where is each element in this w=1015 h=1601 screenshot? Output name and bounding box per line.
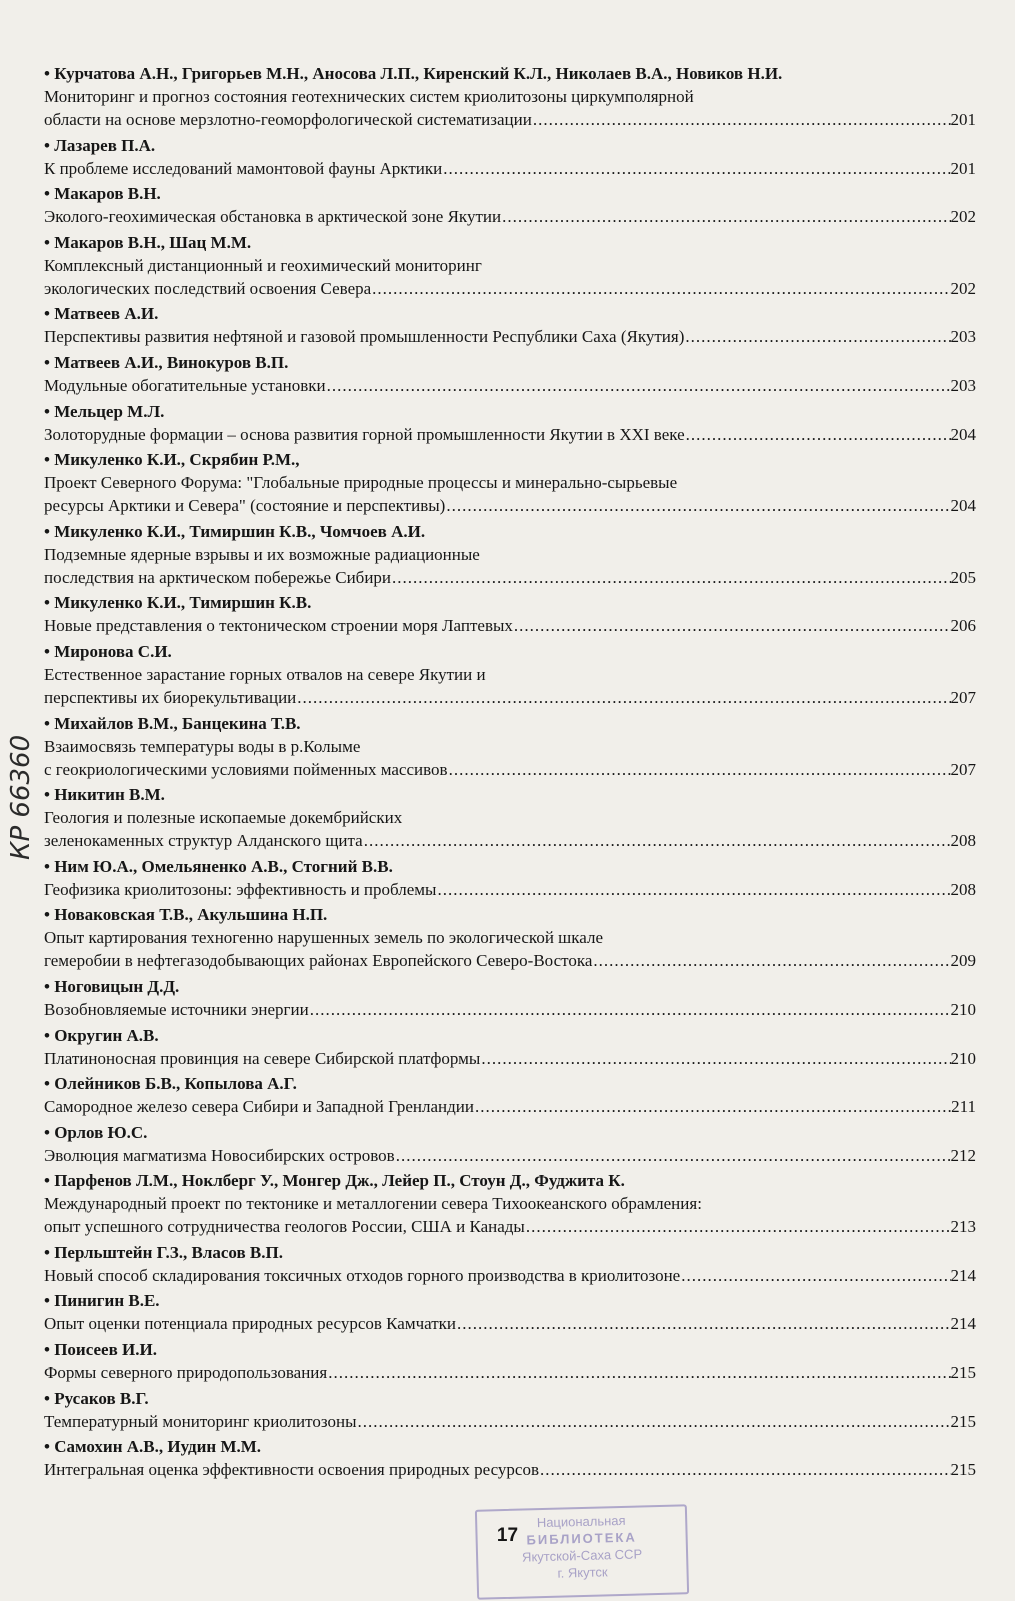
entry-title-line: зеленокаменных структур Алданского щита bbox=[44, 831, 363, 851]
contents-entry bbox=[44, 1241, 976, 1287]
handwritten-call-number-text: КР 66360 bbox=[6, 734, 36, 860]
dot-leader bbox=[309, 998, 951, 1021]
entry-title-line: экологических последствий освоения Севера bbox=[44, 278, 372, 298]
entry-title-row bbox=[44, 998, 976, 1021]
entry-page-number: 214 bbox=[950, 1265, 976, 1285]
dot-leader bbox=[513, 614, 951, 637]
entry-title-line: последствия на арктическом побережье Сибири bbox=[44, 567, 392, 587]
entry-page-number: 208 bbox=[950, 879, 976, 899]
stamp-line: Национальная bbox=[536, 1512, 626, 1531]
entry-title-row bbox=[44, 1095, 976, 1118]
entry-authors: • Новаковская Т.В., Акульшина Н.П. bbox=[44, 903, 976, 926]
dot-leader bbox=[532, 108, 951, 131]
entry-authors: • Миронова С.И. bbox=[44, 640, 976, 663]
entry-title-row bbox=[44, 494, 976, 517]
entry-title-row bbox=[44, 1264, 976, 1287]
entry-title-line: Интегральная оценка эффективности освоения природных ресурсов bbox=[44, 1460, 539, 1480]
dot-leader bbox=[525, 1215, 951, 1238]
entry-title-line: Геология и полезные ископаемые докембрийских bbox=[44, 808, 403, 828]
dot-leader bbox=[480, 1047, 950, 1070]
entry-title-line: К проблеме исследований мамонтовой фауны Арктики bbox=[44, 158, 443, 178]
contents-entry bbox=[44, 855, 976, 901]
contents-list bbox=[44, 62, 976, 1484]
entry-title-row bbox=[44, 423, 976, 446]
entry-authors: • Никитин В.М. bbox=[44, 783, 976, 806]
dot-leader bbox=[296, 686, 950, 709]
entry-page-number: 211 bbox=[951, 1097, 976, 1117]
entry-title-line: перспективы их биорекультивации bbox=[44, 687, 297, 707]
entry-authors: • Матвеев А.И., Винокуров В.П. bbox=[44, 351, 976, 374]
entry-authors: • Ноговицын Д.Д. bbox=[44, 975, 976, 998]
entry-title-line: Модульные обогатительные установки bbox=[44, 375, 326, 395]
entry-title-line: гемеробии в нефтегазодобывающих районах Европейского Северо-Востока bbox=[44, 951, 593, 971]
entry-page-number: 201 bbox=[950, 158, 976, 178]
contents-entry bbox=[44, 712, 976, 781]
entry-page-number: 202 bbox=[950, 278, 976, 298]
contents-entry bbox=[44, 62, 976, 131]
entry-page-number: 208 bbox=[950, 831, 976, 851]
entry-title-row bbox=[44, 1458, 976, 1481]
stamp-line: Якутской-Саха ССР bbox=[521, 1546, 643, 1565]
dot-leader bbox=[327, 1361, 950, 1384]
contents-entry bbox=[44, 182, 976, 228]
contents-entry bbox=[44, 903, 976, 972]
contents-entry bbox=[44, 1121, 976, 1167]
entry-authors: • Лазарев П.А. bbox=[44, 134, 976, 157]
entry-title-line: Опыт оценки потенциала природных ресурсов Камчатки bbox=[44, 1314, 457, 1334]
entry-title-row bbox=[44, 566, 976, 589]
dot-leader bbox=[371, 277, 950, 300]
entry-authors: • Матвеев А.И. bbox=[44, 302, 976, 325]
entry-title-row bbox=[44, 205, 976, 228]
entry-title-row bbox=[44, 1047, 976, 1070]
entry-authors: • Русаков В.Г. bbox=[44, 1387, 976, 1410]
dot-leader bbox=[391, 566, 950, 589]
contents-entry bbox=[44, 975, 976, 1021]
entry-authors: • Самохин А.В., Иудин М.М. bbox=[44, 1435, 976, 1458]
entry-page-number: 210 bbox=[950, 1048, 976, 1068]
entry-page-number: 201 bbox=[950, 110, 976, 129]
entry-title-row bbox=[44, 1312, 976, 1335]
entry-title-line: Международный проект по тектонике и металлогении севера Тихоокеанского обрамления: bbox=[44, 1194, 702, 1214]
dot-leader bbox=[684, 325, 950, 348]
entry-authors: • Перльштейн Г.З., Власов В.П. bbox=[44, 1241, 976, 1264]
dot-leader bbox=[448, 758, 951, 781]
entry-page-number: 213 bbox=[950, 1217, 976, 1237]
dot-leader bbox=[539, 1458, 951, 1481]
entry-authors: • Поисеев И.И. bbox=[44, 1338, 976, 1361]
entry-page-number: 204 bbox=[950, 424, 976, 444]
dot-leader bbox=[436, 878, 950, 901]
entry-title-line: Эколого-геохимическая обстановка в арктической зоне Якутии bbox=[44, 207, 502, 227]
entry-title-line: Золоторудные формации – основа развития горной промышленности Якутии в XXI веке bbox=[44, 424, 685, 444]
entry-title-row bbox=[44, 1361, 976, 1384]
entry-title-row bbox=[44, 277, 976, 300]
entry-title-line: с геокриологическими условиями пойменных массивов bbox=[44, 759, 448, 779]
entry-authors: • Мельцер М.Л. bbox=[44, 400, 976, 423]
entry-page-number: 215 bbox=[950, 1460, 976, 1480]
stamp-line: БИБЛИОТЕКА bbox=[526, 1529, 637, 1548]
entry-authors: • Курчатова А.Н., Григорьев М.Н., Аносова Л.П., Киренский К.Л., Николаев В.А., Новиков Н.И. bbox=[44, 62, 976, 85]
dot-leader bbox=[501, 205, 950, 228]
contents-entry bbox=[44, 783, 976, 852]
dot-leader bbox=[395, 1144, 951, 1167]
entry-page-number: 215 bbox=[950, 1363, 976, 1383]
entry-title-row bbox=[44, 949, 976, 972]
entry-title-line: Комплексный дистанционный и геохимический мониторинг bbox=[44, 255, 482, 275]
entry-title-line: Новый способ складирования токсичных отходов горного производства в криолитозоне bbox=[44, 1265, 681, 1285]
entry-title-line: ресурсы Арктики и Севера" (состояние и перспективы) bbox=[44, 496, 446, 516]
contents-entry bbox=[44, 1435, 976, 1481]
entry-page-number: 204 bbox=[950, 496, 976, 516]
entry-title-row bbox=[44, 157, 976, 180]
dot-leader bbox=[680, 1264, 950, 1287]
dot-leader bbox=[474, 1095, 951, 1118]
entry-title-line: Естественное зарастание горных отвалов на севере Якутии и bbox=[44, 664, 486, 684]
entry-authors: • Михайлов В.М., Банцекина Т.В. bbox=[44, 712, 976, 735]
entry-authors: • Округин А.В. bbox=[44, 1024, 976, 1047]
contents-entry bbox=[44, 1338, 976, 1384]
entry-title-line: Геофизика криолитозоны: эффективность и проблемы bbox=[44, 879, 437, 899]
entry-page-number: 203 bbox=[950, 327, 976, 347]
dot-leader bbox=[445, 494, 950, 517]
entry-page-number: 212 bbox=[950, 1145, 976, 1165]
contents-entry bbox=[44, 520, 976, 589]
entry-title-line: Эволюция магматизма Новосибирских островов bbox=[44, 1145, 395, 1165]
contents-entry bbox=[44, 134, 976, 180]
entry-title-line: Платиноносная провинция на севере Сибирской платформы bbox=[44, 1048, 481, 1068]
contents-entry bbox=[44, 1289, 976, 1335]
entry-page-number: 207 bbox=[950, 687, 976, 707]
entry-title-line: Подземные ядерные взрывы и их возможные радиационные bbox=[44, 544, 480, 564]
entry-title-row bbox=[44, 108, 976, 131]
entry-title-line: Опыт картирования техногенно нарушенных земель по экологической шкале bbox=[44, 928, 603, 948]
entry-authors: • Ним Ю.А., Омельяненко А.В., Стогний В.В. bbox=[44, 855, 976, 878]
dot-leader bbox=[363, 829, 951, 852]
entry-title-line: Возобновляемые источники энергии bbox=[44, 999, 309, 1019]
dot-leader bbox=[456, 1312, 950, 1335]
entry-page-number: 202 bbox=[950, 207, 976, 227]
entry-title-line: Новые представления о тектоническом строении моря Лаптевых bbox=[44, 616, 513, 636]
contents-entry bbox=[44, 351, 976, 397]
contents-entry bbox=[44, 448, 976, 517]
contents-entry bbox=[44, 640, 976, 709]
entry-page-number: 205 bbox=[950, 567, 976, 587]
entry-authors: • Олейников Б.В., Копылова А.Г. bbox=[44, 1072, 976, 1095]
entry-title-row bbox=[44, 829, 976, 852]
entry-title-line: Мониторинг и прогноз состояния геотехнических систем криолитозоны циркумполярной bbox=[44, 87, 694, 106]
contents-entry bbox=[44, 400, 976, 446]
entry-title-row bbox=[44, 374, 976, 397]
entry-title-line: Формы северного природопользования bbox=[44, 1363, 328, 1383]
entry-page-number: 206 bbox=[950, 616, 976, 636]
entry-authors: • Микуленко К.И., Тимиршин К.В., Чомчоев А.И. bbox=[44, 520, 976, 543]
entry-title-line: Самородное железо севера Сибири и Западной Гренландии bbox=[44, 1097, 474, 1117]
contents-entry bbox=[44, 302, 976, 348]
entry-authors: • Макаров В.Н. bbox=[44, 182, 976, 205]
page-number: 17 bbox=[496, 1525, 519, 1546]
contents-entry bbox=[44, 1387, 976, 1433]
entry-title-row bbox=[44, 686, 976, 709]
entry-title-row bbox=[44, 1215, 976, 1238]
entry-title-row bbox=[44, 758, 976, 781]
entry-page-number: 210 bbox=[950, 999, 976, 1019]
entry-page-number: 215 bbox=[950, 1411, 976, 1431]
entry-title-line: опыт успешного сотрудничества геологов России, США и Канады bbox=[44, 1217, 525, 1237]
entry-title-line: Перспективы развития нефтяной и газовой промышленности Республики Саха (Якутия) bbox=[44, 327, 685, 347]
contents-entry bbox=[44, 1024, 976, 1070]
dot-leader bbox=[442, 157, 950, 180]
handwritten-call-number bbox=[6, 700, 40, 860]
entry-title-line: области на основе мерзлотно-геоморфологической систематизации bbox=[44, 110, 532, 129]
entry-authors: • Микуленко К.И., Тимиршин К.В. bbox=[44, 591, 976, 614]
dot-leader bbox=[592, 949, 950, 972]
entry-authors: • Пинигин В.Е. bbox=[44, 1289, 976, 1312]
entry-title-row bbox=[44, 1410, 976, 1433]
contents-entry bbox=[44, 231, 976, 300]
entry-title-row bbox=[44, 614, 976, 637]
contents-entry bbox=[44, 591, 976, 637]
library-stamp bbox=[475, 1504, 689, 1600]
dot-leader bbox=[685, 423, 951, 446]
entry-title-line: Взаимосвязь температуры воды в р.Колыме bbox=[44, 736, 361, 756]
entry-page-number: 203 bbox=[950, 375, 976, 395]
entry-authors: • Макаров В.Н., Шац М.М. bbox=[44, 231, 976, 254]
entry-authors: • Парфенов Л.М., Ноклберг У., Монгер Дж., Лейер П., Стоун Д., Фуджита К. bbox=[44, 1169, 976, 1192]
entry-title-row bbox=[44, 1144, 976, 1167]
entry-authors: • Микуленко К.И., Скрябин Р.М., bbox=[44, 448, 976, 471]
entry-title-row bbox=[44, 878, 976, 901]
dot-leader bbox=[357, 1410, 951, 1433]
entry-page-number: 207 bbox=[950, 759, 976, 779]
dot-leader bbox=[326, 374, 951, 397]
entry-page-number: 214 bbox=[950, 1314, 976, 1334]
entry-title-line: Проект Северного Форума: "Глобальные природные процессы и минерально-сырьевые bbox=[44, 473, 678, 493]
entry-page-number: 209 bbox=[950, 951, 976, 971]
entry-title-line: Температурный мониторинг криолитозоны bbox=[44, 1411, 357, 1431]
contents-entry bbox=[44, 1169, 976, 1238]
entry-authors: • Орлов Ю.С. bbox=[44, 1121, 976, 1144]
contents-entry bbox=[44, 1072, 976, 1118]
entry-title-row bbox=[44, 325, 976, 348]
stamp-line: г. Якутск bbox=[557, 1564, 608, 1581]
